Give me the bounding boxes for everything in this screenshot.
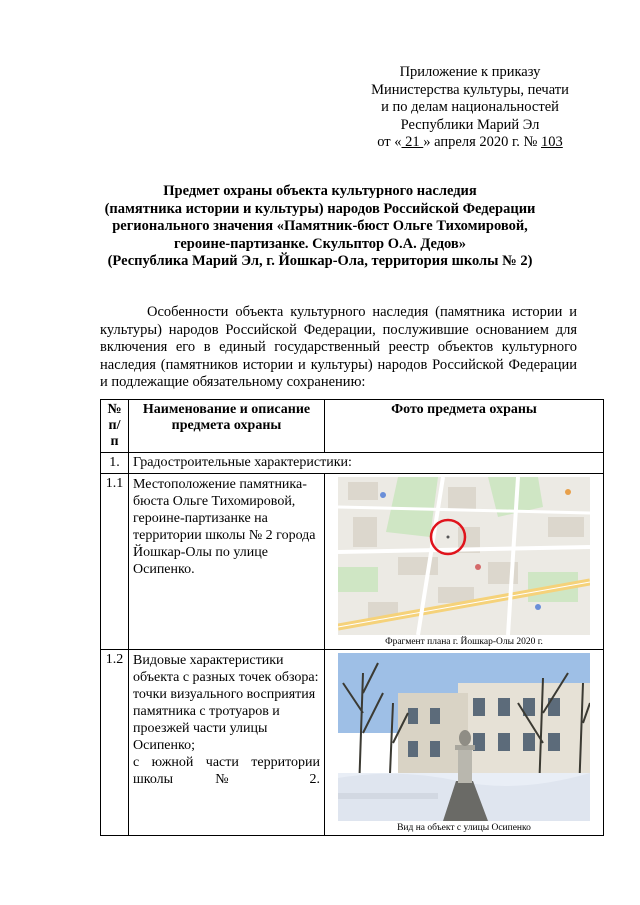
row-text: Градостроительные характеристики: [129,453,604,474]
monument-photo [338,653,590,821]
appendix-line: Приложение к приказу [399,64,541,80]
title-line: героине-партизанке. Скульптор О.А. Дедов» [173,235,467,252]
photo-cell [325,474,604,650]
title-line: (Республика Марий Эл, г. Йошкар-Ола, территория школы № 2) [107,253,533,269]
appendix-line: Республики Марий Эл [400,116,540,133]
order-day: 21 [401,134,424,150]
row-text: Видовые характеристики объекта с разных точек обзора: точки визуального восприятия памятника с тротуаров и проезжей части улицы Осипенко; [133,653,319,753]
table-row [101,650,604,836]
appendix-header [355,64,585,152]
header-photo: Фото предмета охраны [325,400,604,453]
appendix-line: Министерства культуры, печати [371,81,569,98]
order-date-line [355,134,585,152]
row-num: 1.2 [101,650,129,836]
table-row [101,474,604,650]
date-prefix: от « [377,134,402,150]
title-line: (памятника истории и культуры) народов Российской Федерации [104,200,536,217]
title-line: Предмет охраны объекта культурного наследия [163,183,477,199]
map-caption: Фрагмент плана г. Йошкар-Олы 2020 г. [385,637,543,647]
row-num: 1. [101,453,129,474]
date-mid: » апреля 2020 г. № [423,134,542,150]
appendix-line: и по делам национальностей [381,99,559,115]
table-header-row [101,400,604,453]
row-text: Местоположение памятника-бюста Ольге Тихомировой, героине-партизанке на территории школы № 2 города Йошкар-Олы по улице Осипенко. [129,474,325,650]
header-name: Наименование и описание предмета охраны [129,400,325,453]
title-line: регионального значения «Памятник-бюст Ольге Тихомировой, [112,218,528,234]
header-num: № п/п [101,400,129,453]
intro-text: Особенности объекта культурного наследия (памятника истории и культуры) народов Российской Федерации, послужившие основанием для включения его в единый государственный реестр объектов культурного наследия (памятников истории и культуры) народов Российской Федерации и подлежащие обязательному сохранению: [100,304,577,390]
row-text-cell [129,650,325,836]
order-number: 103 [541,134,563,150]
photo-caption: Вид на объект с улицы Осипенко [397,823,531,833]
intro-paragraph [100,304,577,392]
row-text: с южной части территории школы № 2. [133,755,320,787]
city-map-image [338,477,590,635]
document-title [100,183,540,271]
protection-table [100,399,604,836]
photo-cell [325,650,604,836]
row-num: 1.1 [101,474,129,650]
table-row [101,453,604,474]
